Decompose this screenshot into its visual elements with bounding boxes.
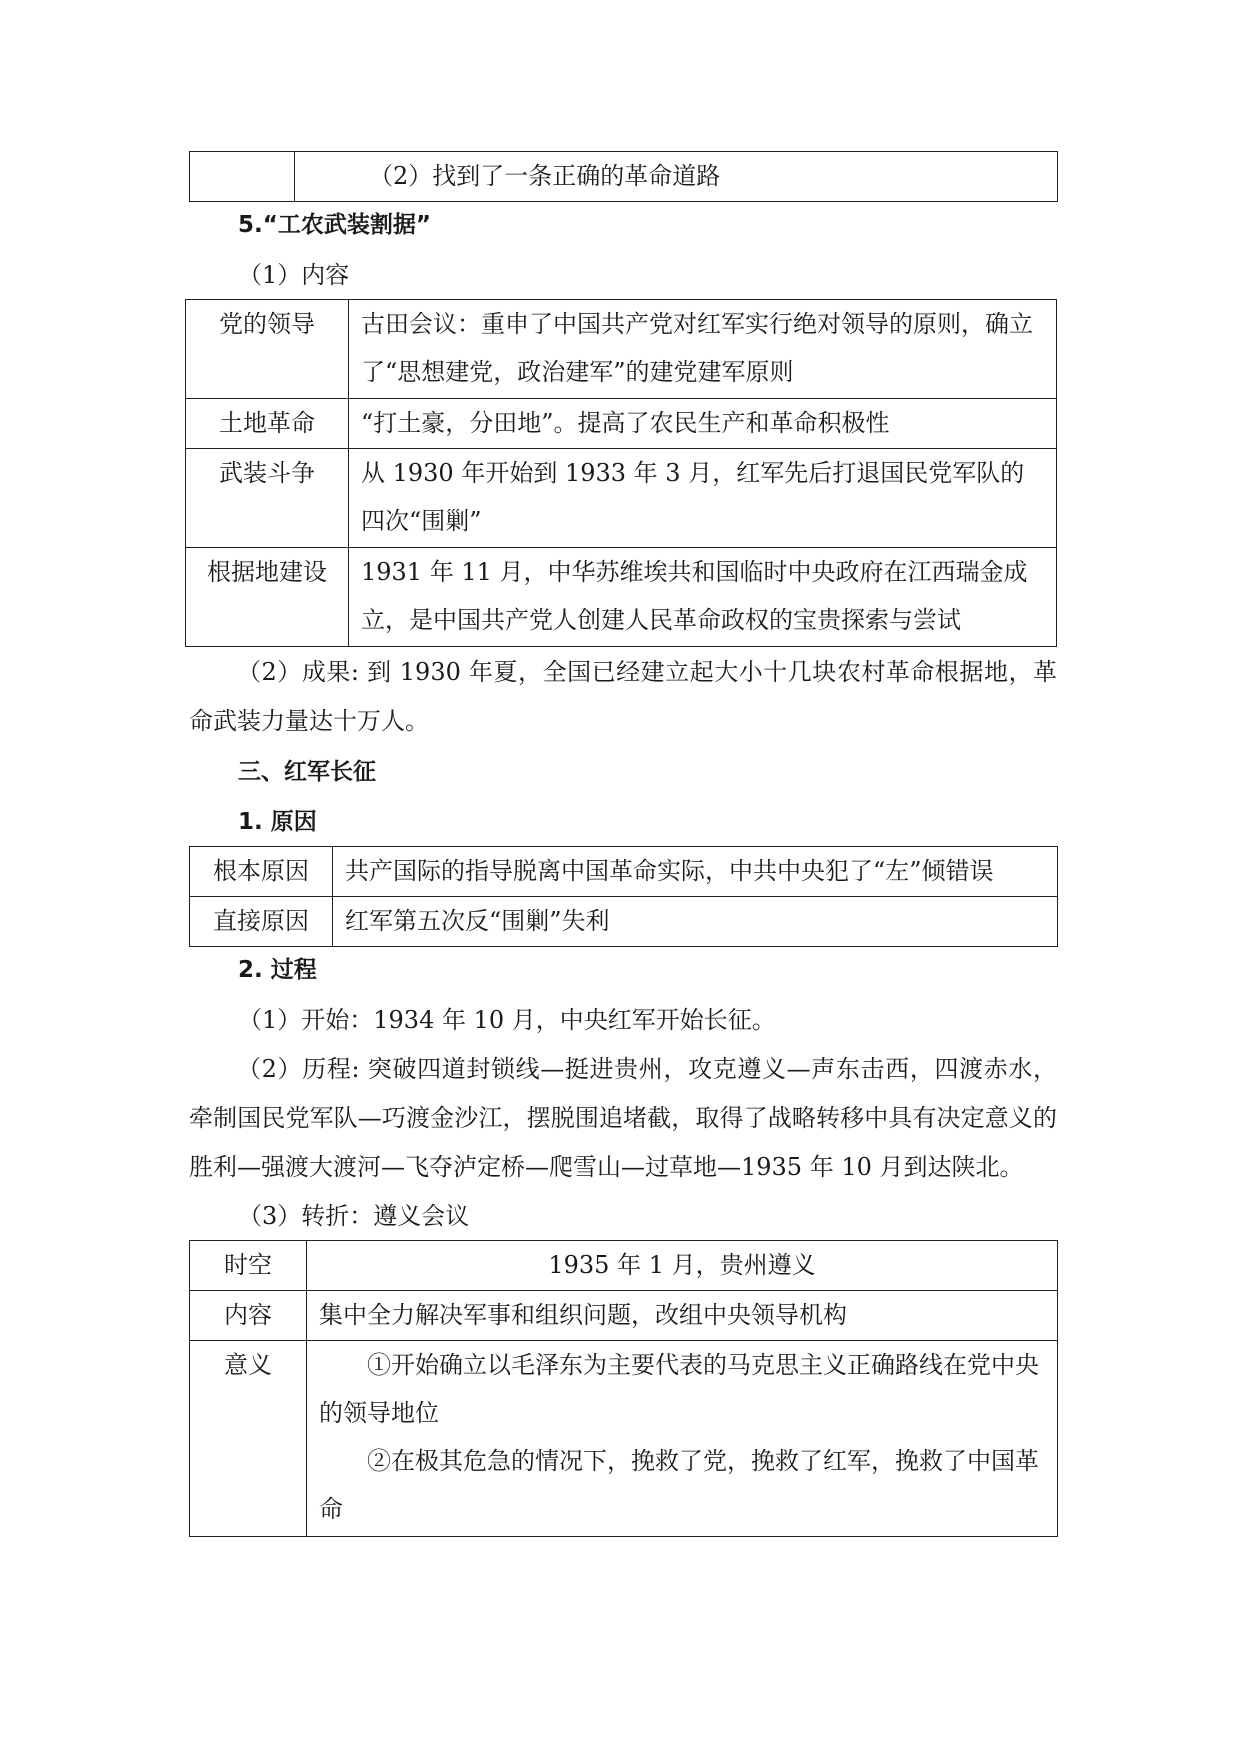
table-row-text: 红军第五次反“围剿”失利 [333, 897, 1058, 947]
heading-long-march: 三、红军长征 [238, 759, 376, 785]
table-row-label: 党的领导 [186, 300, 349, 399]
paragraph-result: （2）成果: 到 1930 年夏，全国已经建立起大小十几块农村革命根据地，革命武装力量达十万人。 [189, 658, 1057, 735]
table-row-label: 根据地建设 [186, 548, 349, 647]
table-zunyi-conference [189, 1240, 1058, 1537]
table-row-label: 直接原因 [190, 897, 333, 947]
table-cell-label [190, 152, 295, 202]
paragraph-course: （2）历程: 突破四道封锁线—挺进贵州，攻克遵义—声东击西，四渡赤水，牵制国民党军队—巧渡金沙江，摆脱围追堵截，取得了战略转移中具有决定意义的胜利—强渡大渡河—飞夺泸定桥—爬雪山—过草地—1935 年 10 月到达陕北。 [189, 1055, 1057, 1181]
table-row-label: 武装斗争 [186, 449, 349, 548]
table-row-text: 1931 年 11 月，中华苏维埃共和国临时中央政府在江西瑞金成立，是中国共产党人创建人民革命政权的宝贵探索与尝试 [349, 548, 1057, 647]
table-previous-section [189, 151, 1058, 202]
table-row-text: 共产国际的指导脱离中国革命实际，中共中央犯了“左”倾错误 [333, 847, 1058, 897]
paragraph-start: （1）开始：1934 年 10 月，中央红军开始长征。 [238, 1006, 776, 1034]
heading-reason: 1. 原因 [238, 809, 317, 835]
table-row-label: 内容 [190, 1291, 307, 1341]
table-row-text [307, 1341, 1058, 1537]
table-armed-separatism [185, 299, 1057, 647]
table-row-text: 1935 年 1 月，贵州遵义 [307, 1241, 1058, 1291]
table-row-text: 集中全力解决军事和组织问题，改组中央领导机构 [307, 1291, 1058, 1341]
subheading-content: （1）内容 [238, 261, 350, 289]
table-row-text: “打土豪，分田地”。提高了农民生产和革命积极性 [349, 399, 1057, 449]
table-row-text: 从 1930 年开始到 1933 年 3 月，红军先后打退国民党军队的四次“围剿” [349, 449, 1057, 548]
paragraph-turning-point: （3）转折：遵义会议 [238, 1202, 470, 1230]
meaning-item: ①开始确立以毛泽东为主要代表的马克思主义正确路线在党中央的领导地位 [319, 1351, 1039, 1427]
table-row-label: 土地革命 [186, 399, 349, 449]
table-reasons [189, 846, 1058, 947]
table-row-text: 古田会议：重申了中国共产党对红军实行绝对领导的原则，确立了“思想建党，政治建军”的建党建军原则 [349, 300, 1057, 399]
table-row-label: 时空 [190, 1241, 307, 1291]
meaning-item: ②在极其危急的情况下，挽救了党，挽救了红军，挽救了中国革命 [319, 1447, 1039, 1523]
table-row-label: 意义 [190, 1341, 307, 1537]
table-cell-text: （2）找到了一条正确的革命道路 [295, 152, 1058, 202]
heading-armed-separatism: 5.“工农武装割据” [238, 212, 431, 238]
table-row-label: 根本原因 [190, 847, 333, 897]
heading-process: 2. 过程 [238, 957, 317, 983]
